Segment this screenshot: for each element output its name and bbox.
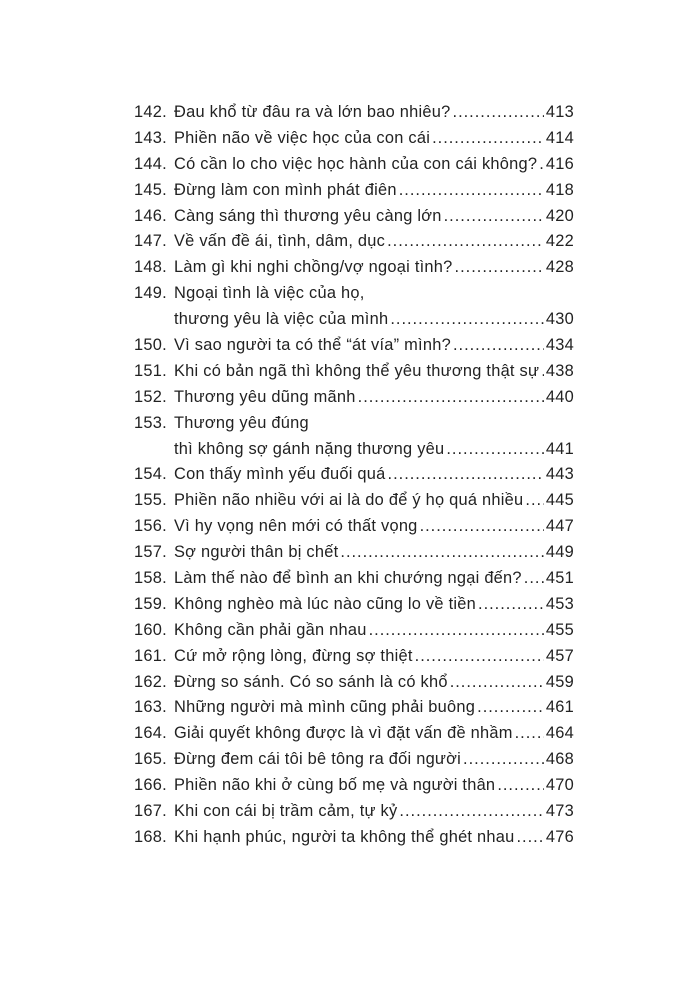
toc-entry-line xyxy=(134,152,574,178)
entry-title: Về vấn đề ái, tình, dâm, dục xyxy=(174,232,386,251)
toc-entry-line xyxy=(134,540,574,566)
toc-entry[interactable] xyxy=(134,385,574,411)
entry-number: 156. xyxy=(134,517,167,536)
entry-number: 163. xyxy=(134,698,167,717)
dot-leader xyxy=(455,255,544,281)
toc-entry[interactable] xyxy=(134,152,574,178)
entry-number: 158. xyxy=(134,569,167,588)
entry-number: 149. xyxy=(134,284,167,303)
entry-title: Con thấy mình yếu đuối quá xyxy=(174,465,386,484)
page-number: 420 xyxy=(545,206,574,225)
page-number: 428 xyxy=(545,258,574,277)
entry-number: 154. xyxy=(134,465,167,484)
entry-title: Khi có bản ngã thì không thể yêu thương thật sự xyxy=(174,361,540,380)
dot-leader xyxy=(415,644,544,670)
entry-number: 161. xyxy=(134,646,167,665)
page-number: 414 xyxy=(545,128,574,147)
entry-title: Khi con cái bị trầm cảm, tự kỷ xyxy=(174,802,398,821)
entry-title: Giải quyết không được là vì đặt vấn đề nhầm xyxy=(174,724,513,743)
dot-leader xyxy=(497,773,544,799)
entry-title: Đừng đem cái tôi bê tông ra đối người xyxy=(174,750,462,769)
page-number: 422 xyxy=(545,232,574,251)
entry-number: 150. xyxy=(134,336,167,355)
toc-entry[interactable] xyxy=(134,255,574,281)
entry-number: 165. xyxy=(134,750,167,769)
toc-entry[interactable] xyxy=(134,359,574,385)
entry-number: 145. xyxy=(134,180,167,199)
entry-title: Làm gì khi nghi chồng/vợ ngoại tình? xyxy=(174,258,453,277)
dot-leader xyxy=(446,437,544,463)
toc-entry[interactable] xyxy=(134,514,574,540)
toc-entry-line xyxy=(134,799,574,825)
toc-entry[interactable] xyxy=(134,825,574,851)
toc-entry-line xyxy=(134,773,574,799)
entry-title: Những người mà mình cũng phải buông xyxy=(174,698,476,717)
dot-leader xyxy=(444,204,544,230)
entry-number: 146. xyxy=(134,206,167,225)
page-number: 461 xyxy=(545,698,574,717)
toc-entry-line xyxy=(134,825,574,851)
dot-leader xyxy=(517,825,544,851)
entry-title: Làm thế nào để bình an khi chướng ngại đến? xyxy=(174,569,522,588)
toc-entry-line xyxy=(134,100,574,126)
page-number: 430 xyxy=(545,310,574,329)
toc-entry-line xyxy=(134,255,574,281)
dot-leader xyxy=(515,721,544,747)
entry-title: Phiền não nhiều với ai là do để ý họ quá nhiều xyxy=(174,491,524,510)
entry-number: 142. xyxy=(134,103,167,121)
toc-entry[interactable] xyxy=(134,100,574,126)
toc-entry-line xyxy=(134,204,574,230)
dot-leader xyxy=(453,333,544,359)
toc-entry[interactable] xyxy=(134,178,574,204)
toc-entry[interactable] xyxy=(134,204,574,230)
dot-leader xyxy=(388,462,544,488)
dot-leader xyxy=(432,126,544,152)
toc-entry[interactable] xyxy=(134,281,574,333)
entry-title: Thương yêu đúng xyxy=(174,413,309,432)
entry-number: 162. xyxy=(134,672,167,691)
toc-entry[interactable] xyxy=(134,799,574,825)
entry-number: 152. xyxy=(134,387,167,406)
toc-entry-line xyxy=(134,385,574,411)
toc-entry-line xyxy=(134,462,574,488)
page-number: 449 xyxy=(545,543,574,562)
toc-entry-line xyxy=(134,670,574,696)
dot-leader xyxy=(399,178,544,204)
table-of-contents xyxy=(134,100,574,851)
page-number: 418 xyxy=(545,180,574,199)
page-number: 457 xyxy=(545,646,574,665)
dot-leader xyxy=(525,488,543,514)
toc-entry-line xyxy=(134,333,574,359)
page-number: 447 xyxy=(545,517,574,536)
toc-entry[interactable] xyxy=(134,747,574,773)
entry-title: Phiền não về việc học của con cái xyxy=(174,128,431,147)
entry-title: Đau khổ từ đâu ra và lớn bao nhiêu? xyxy=(174,103,451,121)
entry-number: 147. xyxy=(134,232,167,251)
dot-leader xyxy=(477,695,544,721)
dot-leader xyxy=(358,385,544,411)
entry-number: 153. xyxy=(134,413,167,432)
entry-number: 155. xyxy=(134,491,167,510)
entry-title: Không nghèo mà lúc nào cũng lo về tiền xyxy=(174,594,477,613)
toc-entry-line xyxy=(134,566,574,592)
toc-entry-line xyxy=(134,359,574,385)
toc-entry[interactable] xyxy=(134,540,574,566)
entry-number: 159. xyxy=(134,594,167,613)
entry-title: Đừng làm con mình phát điên xyxy=(174,180,397,199)
page-number: 445 xyxy=(545,491,574,510)
page-number: 464 xyxy=(545,724,574,743)
page-number: 473 xyxy=(545,802,574,821)
dot-leader xyxy=(420,514,544,540)
page-number: 443 xyxy=(545,465,574,484)
entry-title: Thương yêu dũng mãnh xyxy=(174,387,356,406)
toc-entry[interactable] xyxy=(134,592,574,618)
dot-leader xyxy=(524,566,544,592)
dot-leader xyxy=(541,359,544,385)
page-number: 453 xyxy=(545,594,574,613)
toc-entry-line xyxy=(134,747,574,773)
dot-leader xyxy=(539,152,544,178)
toc-entry-continuation xyxy=(134,437,574,463)
dot-leader xyxy=(478,592,544,618)
page-number: 459 xyxy=(545,672,574,691)
page-number: 451 xyxy=(545,569,574,588)
dot-leader xyxy=(463,747,544,773)
dot-leader xyxy=(369,618,544,644)
toc-entry[interactable] xyxy=(134,126,574,152)
toc-entry[interactable] xyxy=(134,618,574,644)
dot-leader xyxy=(453,100,544,126)
dot-leader xyxy=(387,229,544,255)
page-number: 413 xyxy=(545,103,574,121)
entry-number: 143. xyxy=(134,128,167,147)
entry-title: Không cần phải gần nhau xyxy=(174,620,367,639)
entry-title: Càng sáng thì thương yêu càng lớn xyxy=(174,206,442,225)
toc-entry[interactable] xyxy=(134,566,574,592)
toc-entry-line xyxy=(134,618,574,644)
entry-number: 168. xyxy=(134,827,167,846)
toc-entry[interactable] xyxy=(134,670,574,696)
toc-entry[interactable] xyxy=(134,721,574,747)
page-number: 476 xyxy=(545,827,574,846)
toc-entry[interactable] xyxy=(134,411,574,463)
toc-entry[interactable] xyxy=(134,462,574,488)
toc-entry-line xyxy=(134,488,574,514)
entry-number: 144. xyxy=(134,154,167,173)
page-number: 455 xyxy=(545,620,574,639)
page-number: 438 xyxy=(545,361,574,380)
entry-title: Sợ người thân bị chết xyxy=(174,543,339,562)
toc-entry-line xyxy=(134,411,574,437)
dot-leader xyxy=(450,670,544,696)
page-number: 468 xyxy=(545,750,574,769)
toc-entry[interactable] xyxy=(134,773,574,799)
toc-entry-line xyxy=(134,281,574,307)
toc-entry-continuation xyxy=(134,307,574,333)
page-number: 440 xyxy=(545,387,574,406)
toc-entry-line xyxy=(134,695,574,721)
dot-leader xyxy=(390,307,544,333)
entry-title: Vì hy vọng nên mới có thất vọng xyxy=(174,517,418,536)
page-number: 470 xyxy=(545,776,574,795)
entry-number: 157. xyxy=(134,543,167,562)
entry-number: 167. xyxy=(134,802,167,821)
entry-title: Cứ mở rộng lòng, đừng sợ thiệt xyxy=(174,646,413,665)
toc-entry-line xyxy=(134,126,574,152)
entry-number: 164. xyxy=(134,724,167,743)
entry-number: 160. xyxy=(134,620,167,639)
page-number: 416 xyxy=(545,154,574,173)
entry-title: Có cần lo cho việc học hành của con cái không? xyxy=(174,154,538,173)
entry-number: 151. xyxy=(134,361,167,380)
toc-entry[interactable] xyxy=(134,488,574,514)
toc-entry-line xyxy=(134,721,574,747)
toc-entry-line xyxy=(134,229,574,255)
entry-title: thì không sợ gánh nặng thương yêu xyxy=(174,439,445,458)
page-number: 434 xyxy=(545,336,574,355)
entry-title: Ngoại tình là việc của họ, xyxy=(174,284,365,303)
entry-number: 166. xyxy=(134,776,167,795)
toc-entry[interactable] xyxy=(134,695,574,721)
toc-entry-line xyxy=(134,644,574,670)
entry-title: Đừng so sánh. Có so sánh là có khổ xyxy=(174,672,448,691)
toc-entry-line xyxy=(134,592,574,618)
toc-entry[interactable] xyxy=(134,229,574,255)
toc-entry[interactable] xyxy=(134,333,574,359)
page-number: 441 xyxy=(545,439,574,458)
entry-title: Vì sao người ta có thể “át vía” mình? xyxy=(174,336,451,355)
toc-entry-line xyxy=(134,178,574,204)
dot-leader xyxy=(340,540,544,566)
entry-title: Khi hạnh phúc, người ta không thể ghét nhau xyxy=(174,827,515,846)
dot-leader xyxy=(399,799,543,825)
entry-title: Phiền não khi ở cùng bố mẹ và người thân xyxy=(174,776,496,795)
toc-entry[interactable] xyxy=(134,644,574,670)
entry-number: 148. xyxy=(134,258,167,277)
toc-entry-line xyxy=(134,514,574,540)
entry-title: thương yêu là việc của mình xyxy=(174,310,389,329)
